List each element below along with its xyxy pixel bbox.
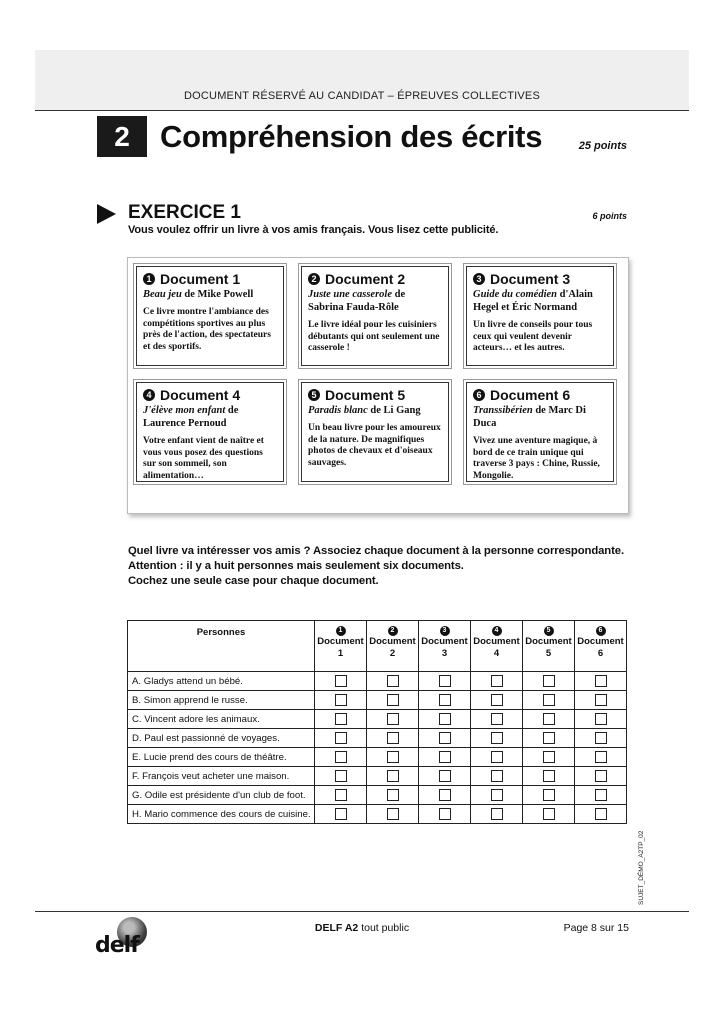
question-instructions <box>128 544 624 589</box>
answer-checkbox[interactable] <box>543 751 555 763</box>
check-cell <box>315 805 367 824</box>
check-cell <box>419 786 471 805</box>
document-heading <box>308 271 442 287</box>
column-index: 1 <box>337 648 344 659</box>
check-cell <box>367 691 419 710</box>
document-heading <box>473 271 607 287</box>
check-cell <box>523 805 575 824</box>
column-word: Document <box>525 636 572 647</box>
exercise-arrow-icon <box>97 204 116 224</box>
number-bullet-icon: 3 <box>473 273 485 285</box>
answer-checkbox[interactable] <box>543 732 555 744</box>
logo-text: delf <box>95 933 139 958</box>
answer-checkbox[interactable] <box>335 675 347 687</box>
answer-checkbox[interactable] <box>491 675 503 687</box>
check-cell <box>575 786 627 805</box>
book-author: de Marc Di Duca <box>473 405 586 429</box>
answer-checkbox[interactable] <box>543 789 555 801</box>
check-cell <box>367 748 419 767</box>
answer-checkbox[interactable] <box>387 713 399 725</box>
check-cell <box>367 767 419 786</box>
check-cell <box>471 748 523 767</box>
section-points: 25 points <box>578 140 627 152</box>
book-description: Un beau livre pour les amoureux de la nature. De magnifiques photos de chevaux et d'oiseaux sauvages. <box>308 423 441 468</box>
document-card <box>301 382 449 482</box>
check-cell <box>523 748 575 767</box>
book-description: Un livre de conseils pour tous ceux qui veulent devenir acteurs… et les autres. <box>473 320 593 353</box>
table-row <box>128 710 627 729</box>
book-author: de Laurence Pernoud <box>143 405 239 429</box>
answer-checkbox[interactable] <box>491 770 503 782</box>
answer-checkbox[interactable] <box>491 732 503 744</box>
person-cell: B. Simon apprend le russe. <box>128 691 315 710</box>
page-header <box>35 50 689 111</box>
document-heading <box>308 387 442 403</box>
answer-grid <box>127 620 627 824</box>
column-index: 6 <box>597 648 604 659</box>
answer-checkbox[interactable] <box>543 808 555 820</box>
check-cell <box>315 691 367 710</box>
check-cell <box>523 767 575 786</box>
header-text: DOCUMENT RÉSERVÉ AU CANDIDAT – ÉPREUVES COLLECTIVES <box>184 90 540 102</box>
answer-checkbox[interactable] <box>595 694 607 706</box>
answer-checkbox[interactable] <box>335 694 347 706</box>
exercise-points: 6 points <box>592 211 627 221</box>
answer-checkbox[interactable] <box>595 789 607 801</box>
answer-checkbox[interactable] <box>335 713 347 725</box>
answer-checkbox[interactable] <box>335 789 347 801</box>
book-description: Votre enfant vient de naître et vous vous posez des questions sur son sommeil, son alimentation… <box>143 436 264 481</box>
answer-checkbox[interactable] <box>387 751 399 763</box>
check-cell <box>471 786 523 805</box>
question-line: Attention : il y a huit personnes mais seulement six documents. <box>128 560 464 572</box>
book-title: Guide du comédien <box>473 289 557 300</box>
number-bullet-icon: 1 <box>336 626 346 636</box>
answer-checkbox[interactable] <box>439 751 451 763</box>
table-row <box>128 786 627 805</box>
check-cell <box>367 805 419 824</box>
check-cell <box>315 710 367 729</box>
check-cell <box>471 710 523 729</box>
number-bullet-icon: 4 <box>492 626 502 636</box>
answer-checkbox[interactable] <box>387 694 399 706</box>
answer-checkbox[interactable] <box>543 713 555 725</box>
check-cell <box>419 748 471 767</box>
number-bullet-icon: 2 <box>308 273 320 285</box>
person-cell: E. Lucie prend des cours de théâtre. <box>128 748 315 767</box>
answer-checkbox[interactable] <box>335 732 347 744</box>
answer-checkbox[interactable] <box>491 808 503 820</box>
person-cell: C. Vincent adore les animaux. <box>128 710 315 729</box>
check-cell <box>367 786 419 805</box>
table-row <box>128 748 627 767</box>
person-cell: F. François veut acheter une maison. <box>128 767 315 786</box>
check-cell <box>315 729 367 748</box>
book-author: de Sabrina Fauda-Rôle <box>308 289 406 313</box>
answer-checkbox[interactable] <box>439 808 451 820</box>
book-reference <box>473 404 607 430</box>
answer-checkbox[interactable] <box>595 732 607 744</box>
person-cell: H. Mario commence des cours de cuisine. <box>128 805 315 824</box>
check-cell <box>523 691 575 710</box>
table-row <box>128 767 627 786</box>
document-card <box>466 382 614 482</box>
book-description: Vivez une aventure magique, à bord de ce train unique qui traverse 3 pays : Chine, Russie, Mongolie. <box>473 436 600 481</box>
answer-checkbox[interactable] <box>491 713 503 725</box>
exercise-title: EXERCICE 1 <box>128 202 241 223</box>
person-cell: A. Gladys attend un bébé. <box>128 672 315 691</box>
book-author: de Li Gang <box>367 405 421 416</box>
column-index: 4 <box>493 648 500 659</box>
document-column-header <box>419 621 471 672</box>
document-column-header <box>471 621 523 672</box>
number-bullet-icon: 5 <box>544 626 554 636</box>
check-cell <box>367 672 419 691</box>
check-cell <box>575 672 627 691</box>
section-number: 2 <box>97 116 147 157</box>
answer-checkbox[interactable] <box>543 770 555 782</box>
answer-checkbox[interactable] <box>387 808 399 820</box>
number-bullet-icon: 2 <box>388 626 398 636</box>
person-cell: G. Odile est présidente d'un club de foot. <box>128 786 315 805</box>
check-cell <box>471 691 523 710</box>
check-cell <box>419 767 471 786</box>
number-bullet-icon: 3 <box>440 626 450 636</box>
document-label: Document 6 <box>490 387 571 403</box>
table-row <box>128 729 627 748</box>
check-cell <box>419 691 471 710</box>
number-bullet-icon: 6 <box>473 389 485 401</box>
book-author: d'Alain Hegel et Éric Normand <box>473 289 593 313</box>
check-cell <box>315 786 367 805</box>
answer-checkbox[interactable] <box>335 751 347 763</box>
check-cell <box>315 672 367 691</box>
table-row <box>128 672 627 691</box>
document-column-header <box>315 621 367 672</box>
document-card <box>466 266 614 366</box>
check-cell <box>575 710 627 729</box>
footer-exam-level: DELF A2 <box>314 922 359 934</box>
answer-checkbox[interactable] <box>439 713 451 725</box>
answer-checkbox[interactable] <box>387 789 399 801</box>
number-bullet-icon: 4 <box>143 389 155 401</box>
book-reference <box>473 288 607 314</box>
question-line: Quel livre va intéresser vos amis ? Associez chaque document à la personne correspondante. <box>128 545 624 557</box>
answer-checkbox[interactable] <box>543 675 555 687</box>
check-cell <box>575 729 627 748</box>
document-card <box>301 266 449 366</box>
document-column-header <box>575 621 627 672</box>
check-cell <box>471 767 523 786</box>
check-cell <box>315 767 367 786</box>
answer-checkbox[interactable] <box>439 732 451 744</box>
column-index: 3 <box>441 648 448 659</box>
answer-checkbox[interactable] <box>387 732 399 744</box>
document-label: Document 1 <box>160 271 241 287</box>
document-column-header <box>523 621 575 672</box>
document-card <box>136 266 284 366</box>
document-label: Document 5 <box>325 387 406 403</box>
answer-checkbox[interactable] <box>595 808 607 820</box>
answer-checkbox[interactable] <box>595 713 607 725</box>
check-cell <box>523 729 575 748</box>
book-title: Paradis blanc <box>308 405 368 416</box>
document-label: Document 2 <box>325 271 406 287</box>
book-reference <box>308 404 442 417</box>
answer-checkbox[interactable] <box>491 694 503 706</box>
document-column-header <box>367 621 419 672</box>
column-word: Document <box>369 636 416 647</box>
answer-checkbox[interactable] <box>543 694 555 706</box>
book-title: Juste une casserole <box>308 289 392 300</box>
number-bullet-icon: 1 <box>143 273 155 285</box>
table-row <box>128 691 627 710</box>
check-cell <box>523 672 575 691</box>
check-cell <box>575 767 627 786</box>
book-reference <box>143 404 277 430</box>
book-title: Beau jeu <box>143 289 182 300</box>
answer-checkbox[interactable] <box>439 770 451 782</box>
answer-checkbox[interactable] <box>439 675 451 687</box>
book-description: Ce livre montre l'ambiance des compétitions sportives au plus près de l'action, des spectateurs et des sportifs. <box>143 307 271 352</box>
column-word: Document <box>317 636 364 647</box>
answer-checkbox[interactable] <box>335 808 347 820</box>
check-cell <box>575 805 627 824</box>
check-cell <box>315 748 367 767</box>
number-bullet-icon: 6 <box>596 626 606 636</box>
footer-audience: tout public <box>358 922 410 934</box>
check-cell <box>471 672 523 691</box>
book-title: Transsibérien <box>473 405 533 416</box>
check-cell <box>367 729 419 748</box>
number-bullet-icon: 5 <box>308 389 320 401</box>
check-cell <box>575 748 627 767</box>
column-word: Document <box>473 636 520 647</box>
table-row <box>128 805 627 824</box>
answer-checkbox[interactable] <box>335 770 347 782</box>
question-line: Cochez une seule case pour chaque document. <box>128 575 379 587</box>
document-heading <box>143 387 277 403</box>
document-heading <box>473 387 607 403</box>
column-word: Document <box>577 636 624 647</box>
answer-checkbox[interactable] <box>595 675 607 687</box>
check-cell <box>471 729 523 748</box>
footer-rule <box>35 911 689 912</box>
check-cell <box>367 710 419 729</box>
book-reference <box>143 288 277 301</box>
answer-checkbox[interactable] <box>387 770 399 782</box>
column-word: Document <box>421 636 468 647</box>
book-author: de Mike Powell <box>181 289 254 300</box>
answer-checkbox[interactable] <box>439 789 451 801</box>
persons-header: Personnes <box>128 621 315 672</box>
document-heading <box>143 271 277 287</box>
column-index: 5 <box>545 648 552 659</box>
check-cell <box>575 691 627 710</box>
book-title: J'élève mon enfant <box>143 405 226 416</box>
check-cell <box>419 729 471 748</box>
document-card <box>136 382 284 482</box>
check-cell <box>419 805 471 824</box>
check-cell <box>523 710 575 729</box>
check-cell <box>419 710 471 729</box>
check-cell <box>471 805 523 824</box>
footer-page-number: Page 8 sur 15 <box>563 922 629 934</box>
check-cell <box>419 672 471 691</box>
answer-checkbox[interactable] <box>595 770 607 782</box>
grid-header-row <box>128 621 627 672</box>
book-description: Le livre idéal pour les cuisiniers débutants qui ont seulement une casserole ! <box>308 320 440 353</box>
answer-checkbox[interactable] <box>491 751 503 763</box>
column-index: 2 <box>389 648 396 659</box>
answer-checkbox[interactable] <box>595 751 607 763</box>
answer-checkbox[interactable] <box>491 789 503 801</box>
side-code: SUJET_DÉMO_A2TP_02 <box>638 830 645 905</box>
check-cell <box>523 786 575 805</box>
section-title: Compréhension des écrits <box>160 119 543 154</box>
answer-checkbox[interactable] <box>439 694 451 706</box>
book-reference <box>308 288 442 314</box>
document-label: Document 3 <box>490 271 571 287</box>
document-label: Document 4 <box>160 387 241 403</box>
answer-checkbox[interactable] <box>387 675 399 687</box>
advertisement-box <box>127 257 629 514</box>
person-cell: D. Paul est passionné de voyages. <box>128 729 315 748</box>
exercise-intro: Vous voulez offrir un livre à vos amis français. Vous lisez cette publicité. <box>128 224 499 236</box>
